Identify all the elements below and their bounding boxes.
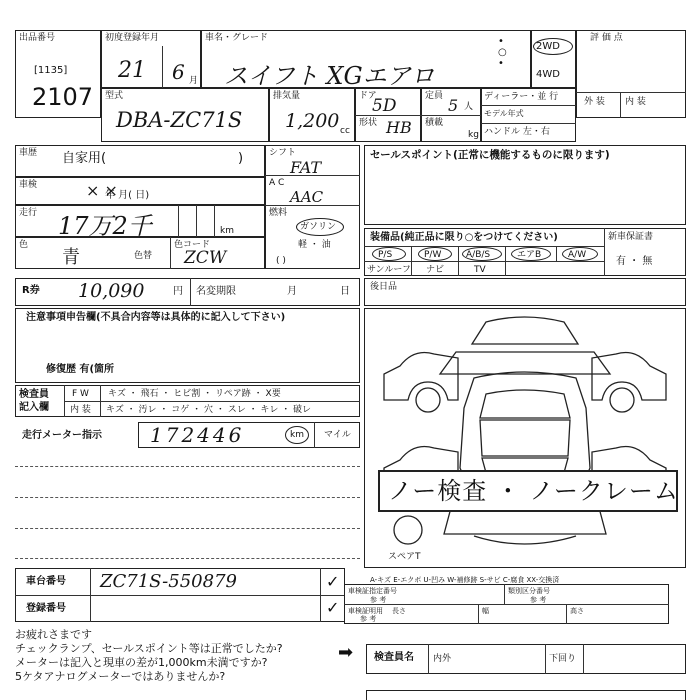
equip-pw-mark: [418, 247, 452, 261]
dealer-label: ディーラー・並 行: [484, 92, 559, 102]
dealer-line2: [481, 123, 576, 124]
history-value: 自家用(: [62, 151, 107, 166]
interior-label: 内 装: [625, 97, 646, 107]
inspector-label-1: 検査員: [19, 389, 49, 400]
odometer-mile-label: マイル: [324, 430, 351, 440]
lower-table-col-1: [504, 584, 505, 604]
damage-legend: A-キズ E-エクボ U-凹み W-補修跡 S-サビ C-腐食 XX-交換済: [370, 576, 560, 584]
chassis-check-1: ✓: [326, 572, 340, 591]
dotted-line-1: [15, 466, 360, 467]
inspector-name-box: [366, 644, 686, 674]
interior-field-label: 内 装: [70, 405, 91, 415]
dealer-line: [481, 105, 576, 106]
due-day: 日: [340, 286, 350, 297]
lower-row2-c: 幅: [482, 607, 489, 615]
rating-split: [620, 92, 621, 118]
color-code-value: ZCW: [184, 248, 227, 268]
equipment-col-4: [556, 246, 557, 261]
model-year-label: モデル年式: [484, 109, 524, 118]
handle-label: ハンドル 左・右: [484, 127, 550, 137]
color-value: 青: [62, 247, 80, 268]
reg-divider: [162, 46, 163, 88]
footer-line-1: お疲れさまです: [15, 628, 92, 641]
model-value: DBA-ZC71S: [116, 108, 243, 132]
under-label: 下回り: [549, 654, 577, 664]
lower-row2-b: 長さ: [392, 607, 406, 615]
equip-abs: A/B/S: [466, 250, 491, 260]
fw-text: キズ ・ 飛石 ・ ヒビ割 ・ リペア跡 ・ X要: [108, 389, 281, 399]
history-box: [15, 145, 265, 177]
equip-abs-mark: [462, 247, 502, 261]
repair-label: 修復歴 有(箇所: [46, 364, 115, 375]
rating-label: 評 価 点: [590, 33, 623, 43]
equip-sunroof: サンルーフ: [367, 265, 411, 275]
color-label: 色: [19, 240, 29, 250]
fuel-label: 燃料: [269, 208, 288, 218]
lot-code: [1135]: [34, 65, 68, 76]
mileage-unit: km: [220, 226, 234, 236]
doors-line: [355, 115, 421, 116]
lower-row1-sub-a: 参 考: [370, 596, 387, 604]
fuel-option-gasoline: ガソリン: [300, 222, 337, 232]
lower-row1-a: 車検証指定番号: [348, 587, 397, 595]
recycle-box: [15, 278, 360, 306]
displacement-unit: cc: [340, 126, 350, 136]
lower-row2-d: 高さ: [570, 607, 584, 615]
spare-tire-label: スペアT: [388, 552, 421, 562]
mileage-tick-3: [214, 205, 215, 237]
body-value: HB: [386, 118, 412, 137]
color-divider: [170, 237, 171, 269]
equip-navi: ナビ: [426, 265, 445, 275]
car-name: スイフト XGエアロ: [224, 62, 435, 90]
inspector-label-2: 記入欄: [19, 402, 49, 413]
inspector-name-div-3: [583, 644, 584, 674]
ac-value: AAC: [290, 188, 324, 206]
lower-row2-a: 車検証明用: [348, 607, 383, 615]
notes-title: 注意事項申告欄(不具合内容等は具体的に記入して下さい): [26, 312, 286, 323]
new-car-warranty-label: 新車保証書: [608, 232, 654, 242]
if-line: [64, 401, 360, 402]
displacement-label: 排気量: [273, 91, 301, 101]
footer-arrow: ➡: [338, 642, 354, 663]
lower-row1-sub-b: 参 考: [530, 596, 547, 604]
lower-table-col-3: [566, 604, 567, 624]
equip-aw-mark: [562, 247, 598, 261]
fuel-option-other: ( ): [276, 256, 286, 266]
color-change-label: 色替: [134, 251, 153, 261]
color-code-label: 色コード: [174, 240, 211, 250]
recycle-divider: [190, 278, 191, 306]
chassis-value: ZC71S-550879: [100, 571, 237, 592]
lot-number: 2107: [32, 83, 94, 111]
equipment-col-2: [458, 246, 459, 276]
body-label: 形状: [359, 118, 378, 128]
reg-month: 6: [172, 60, 185, 84]
ac-label: A C: [269, 178, 285, 188]
mileage-tick-1: [178, 205, 179, 237]
due-month: 月: [287, 286, 297, 297]
inspector-name-label: 検査員名: [374, 652, 414, 663]
interior-field-text: キズ ・ 汚レ ・ コゲ ・ 穴 ・ スレ ・ キレ ・ 破レ: [106, 405, 312, 415]
mileage-label: 走行: [19, 208, 38, 218]
reg-month-unit: 月: [189, 76, 199, 86]
bottom-strip: [366, 690, 686, 700]
fuel-option-light-oil: 軽 ・ 油: [298, 240, 331, 250]
lower-table-col-2: [478, 604, 479, 624]
equip-airbag: エアB: [517, 250, 542, 260]
dotted-line-4: [15, 558, 360, 559]
first-reg-label: 初度登録年月: [105, 33, 160, 43]
equipment-col-3: [505, 246, 506, 276]
recycle-unit: 円: [173, 286, 183, 297]
equipment-col-5: [604, 228, 605, 276]
capacity-label: 定員: [425, 91, 444, 101]
history-close: ): [238, 151, 244, 166]
handwritten-squiggle: • ○ •: [498, 36, 507, 69]
equip-ps: P/S: [378, 250, 393, 260]
sales-point-title: セールスポイント(正常に機能するものに限ります): [370, 149, 610, 161]
equipment-line-2: [364, 261, 604, 262]
recycle-value: 10,090: [78, 280, 145, 302]
equip-ps-mark: [372, 247, 406, 261]
fuel-gasoline-mark: [296, 218, 344, 236]
back-items-box: [364, 278, 686, 306]
capacity-line: [421, 115, 481, 116]
dotted-line-2: [15, 497, 360, 498]
capacity-value: 5: [448, 96, 459, 115]
inner-outer-label: 内外: [433, 654, 452, 664]
chassis-check-2: ✓: [326, 598, 340, 617]
odometer-divider: [314, 422, 315, 448]
back-items-label: 後日品: [370, 282, 398, 292]
lot-label: 出品番号: [19, 33, 56, 43]
chassis-check-divider: [320, 568, 321, 622]
shift-line-1: [265, 175, 360, 176]
exterior-label: 外 装: [584, 97, 605, 107]
reg-year: 21: [118, 58, 146, 83]
lower-table-line: [344, 604, 669, 605]
name-grade-label: 車名・グレード: [205, 33, 269, 43]
new-car-warranty-value: 有 ・ 無: [616, 256, 653, 267]
due-label: 名変期限: [196, 286, 236, 297]
displacement-value: 1,200: [285, 110, 340, 132]
chassis-label: 車台番号: [26, 576, 66, 587]
drive-2wd: 2WD: [536, 41, 560, 52]
shift-line-2: [265, 205, 360, 206]
odometer-value: 172446: [150, 423, 245, 447]
inspector-name-div-2: [545, 644, 546, 674]
lower-row1-b: 類別区分番号: [508, 587, 550, 595]
inspection-text: 年 月( 日): [105, 190, 150, 201]
doors-value: 5D: [372, 96, 397, 116]
equip-tv: TV: [474, 265, 486, 275]
lower-row2-sub: 参 考: [360, 615, 377, 623]
equip-airbag-mark: [511, 247, 551, 261]
footer-line-3: メーターは記入と現車の差が1,000km未満ですか?: [15, 656, 268, 669]
mileage-tick-2: [196, 205, 197, 237]
inspection-label: 車検: [19, 180, 38, 190]
car-diagram: [364, 308, 686, 568]
fw-label: F W: [72, 389, 89, 399]
odometer-label: 走行メーター指示: [22, 430, 102, 441]
capacity-unit: 人: [464, 102, 474, 112]
no-claim-stamp-text: ノー検査 ・ ノークレーム: [388, 477, 679, 505]
equipment-col-1: [411, 246, 412, 276]
mileage-value: 17万2千: [58, 212, 152, 240]
inspection-marks: × ×: [86, 181, 118, 200]
inspector-name-div-1: [428, 644, 429, 674]
equipment-title: 装備品(純正品に限り○をつけてください): [370, 232, 558, 243]
equip-pw: P/W: [424, 250, 442, 260]
reg-number-label: 登録番号: [26, 603, 66, 614]
rating-line: [576, 92, 686, 93]
history-label: 車歴: [19, 148, 38, 158]
model-label: 型式: [105, 91, 124, 101]
doors-label: ドア: [359, 91, 377, 101]
shift-label: シフト: [269, 148, 297, 158]
dotted-line-3: [15, 528, 360, 529]
footer-line-2: チェックランプ、セールスポイント等は正常でしたか?: [15, 642, 283, 655]
shift-value: FAT: [290, 158, 322, 177]
load-unit: kg: [468, 130, 479, 140]
recycle-label: R券: [22, 285, 40, 296]
odometer-km-label: km: [290, 430, 304, 440]
drive-4wd: 4WD: [536, 69, 560, 80]
footer-line-4: 5ケタアナログメーターではありませんか?: [15, 670, 226, 683]
chassis-line: [15, 595, 345, 596]
load-label: 積載: [425, 118, 444, 128]
equip-aw: A/W: [568, 250, 587, 260]
